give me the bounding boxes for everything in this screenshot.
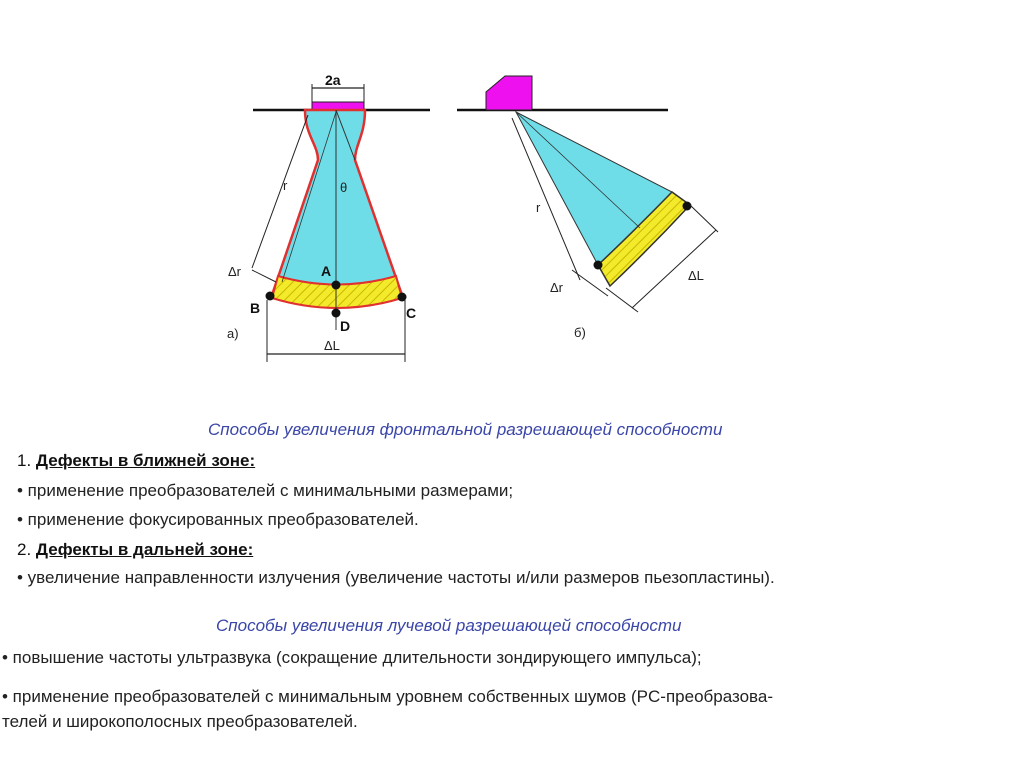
- far-zone-item-1: • увеличение направленности излучения (увеличение частоты и/или размеров пьезопластины).: [17, 568, 775, 587]
- near-zone-heading: [17, 451, 255, 471]
- r-label-a: r: [283, 178, 288, 193]
- point-c-label: C: [406, 305, 417, 321]
- far-zone-heading: [17, 540, 253, 560]
- aperture-label: 2a: [325, 72, 341, 88]
- caption-a: а): [227, 326, 239, 341]
- beam-item-1: • повышение частоты ультразвука (сокращение длительности зондирующего импульса);: [2, 648, 702, 667]
- angle-transducer: [486, 76, 532, 110]
- point-b-label: B: [250, 300, 261, 316]
- delta-l-label-b: ΔL: [688, 268, 704, 283]
- near-zone-item-1: • применение преобразователей с минимальными размерами;: [17, 481, 514, 500]
- point-b: [266, 292, 275, 301]
- diagram-a: [227, 72, 430, 362]
- theta-label-a: θ: [340, 180, 348, 195]
- near-zone-number: 1.: [17, 451, 32, 470]
- zone-point-right-b: [683, 202, 692, 211]
- delta-l-tick-left-b: [606, 288, 638, 312]
- point-a: [332, 281, 341, 290]
- diagram-b: [457, 76, 718, 340]
- near-zone-item-2: • применение фокусированных преобразователей.: [17, 510, 419, 529]
- far-zone-heading-text: Дефекты в дальней зоне:: [35, 540, 254, 559]
- zone-point-left-b: [594, 261, 603, 270]
- near-zone-heading-text: Дефекты в ближней зоне:: [35, 451, 256, 470]
- beam-a: [272, 110, 402, 307]
- delta-r-label-a: Δr: [228, 264, 242, 279]
- beam-resolution-title: Способы увеличения лучевой разрешающей способности: [216, 616, 682, 635]
- delta-l-label-a: ΔL: [324, 338, 340, 353]
- point-d-label: D: [340, 318, 351, 334]
- delta-l-tick-right-b: [690, 205, 718, 232]
- r-label-b: r: [536, 200, 541, 215]
- frontal-resolution-title: Способы увеличения фронтальной разрешающей способности: [208, 420, 723, 439]
- far-zone-number: 2.: [17, 540, 32, 559]
- delta-r-dimension-a: [252, 270, 276, 282]
- delta-r-label-b: Δr: [550, 280, 564, 295]
- beam-item-2-continued: телей и широкополосных преобразователей.: [2, 712, 358, 731]
- point-a-label: A: [321, 263, 332, 279]
- point-d: [332, 309, 341, 318]
- caption-b: б): [574, 325, 586, 340]
- beam-item-2: • применение преобразователей с минимальным уровнем собственных шумов (PC-преобразова-: [2, 687, 774, 706]
